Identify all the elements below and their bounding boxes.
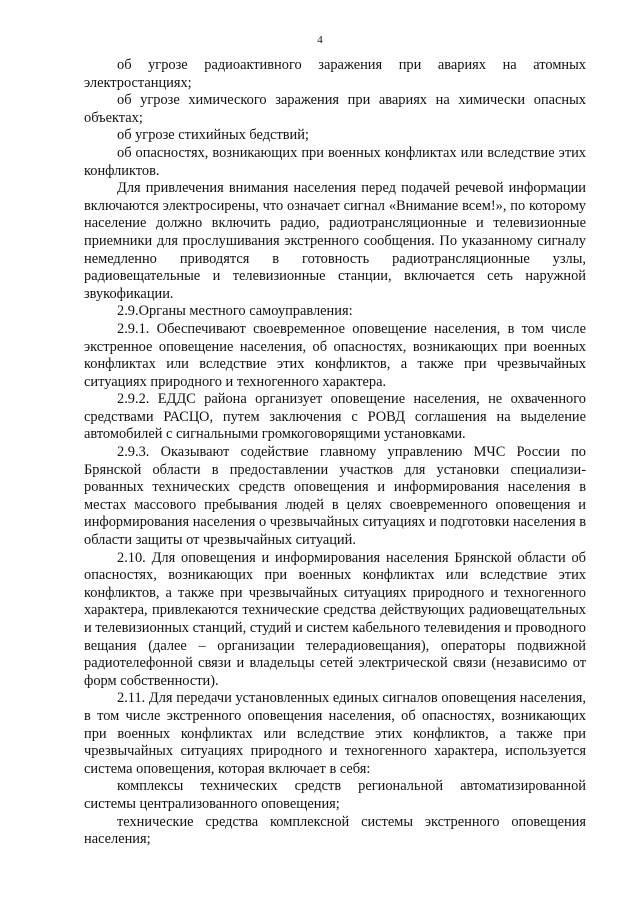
paragraph: 2.10. Для оповещения и информирования населения Брянской области об опасностях, возникающих при военных конфликтах или вследствие этих конфликтов, а также при чрезвычайных ситуациях природного и техногенного характера, привлекаются технические средства действующих радиовещательных и телевизионных станций, студий и систем кабельного телевидения и проводного вещания (далее – организации телерадиовещания), операторы подвижной радиотелефонной связи и владельцы сетей электрической связи (независимо от форм собственности). (84, 549, 586, 689)
document-body (84, 57, 586, 849)
paragraph: об опасностях, возникающих при военных конфликтах или вследствие этих конфликтов. (84, 144, 586, 179)
paragraph: 2.11. Для передачи установленных единых сигналов оповещения населения, в том числе экстренного оповещения населения, об опасностях, возникающих при военных конфликтах или вследствие этих конфликтов, а также при чрезвычайных ситуациях природного и техногенного характера, используется система оповещения, которая включает в себя: (84, 690, 586, 777)
paragraph: 2.9.1. Обеспечивают своевременное оповещение населения, в том числе экстренное оповещение населения, об опасностях, возникающих при военных конфликтах или вследствие этих конфликтов, а также при чрезвычайных ситуациях природного и техногенного характера. (84, 320, 586, 390)
paragraph: об угрозе радиоактивного заражения при авариях на атомных электростанциях; (84, 57, 586, 91)
paragraph: 2.9.2. ЕДДС района организует оповещение населения, не охваченного средствами РАСЦО, путем заключения с РОВД соглашения на выделение автомобилей с сигнальными громкоговорящими установками. (84, 391, 586, 443)
paragraph: об угрозе химического заражения при авариях на химически опасных объектах; (84, 92, 586, 126)
paragraph: технические средства комплексной системы экстренного оповещения населения; (84, 813, 586, 848)
paragraph: комплексы технических средств региональной автоматизированной системы централизованного оповещения; (84, 778, 586, 812)
paragraph: 2.9.3. Оказывают содействие главному управлению МЧС России по Брянской области в предоставлении участков для установки специализированных технических средств оповещения и информирования населения в местах массового пребывания людей в целях своевременного оповещения и информирования населения о чрезвычайных ситуациях и подготовки населения в области защиты от чрезвычайных ситуаций. (84, 444, 586, 549)
page-number: 4 (317, 34, 323, 46)
paragraph: об угрозе стихийных бедствий; (117, 127, 309, 144)
paragraph: Для привлечения внимания населения перед подачей речевой информации включаются электросирены, что означает сигнал «Внимание всем!», по которому население должно включить радио, радиотрансляционные и телевизионные приемники для прослушивания экстренного сообщения. По указанному сигналу немедленно приводятся в готовность радиотрансляционные узлы, радиовещательные и телевизионные станции, включается сеть наружной звукофикации. (84, 180, 586, 302)
section-heading: 2.9.Органы местного самоуправления: (117, 303, 353, 320)
